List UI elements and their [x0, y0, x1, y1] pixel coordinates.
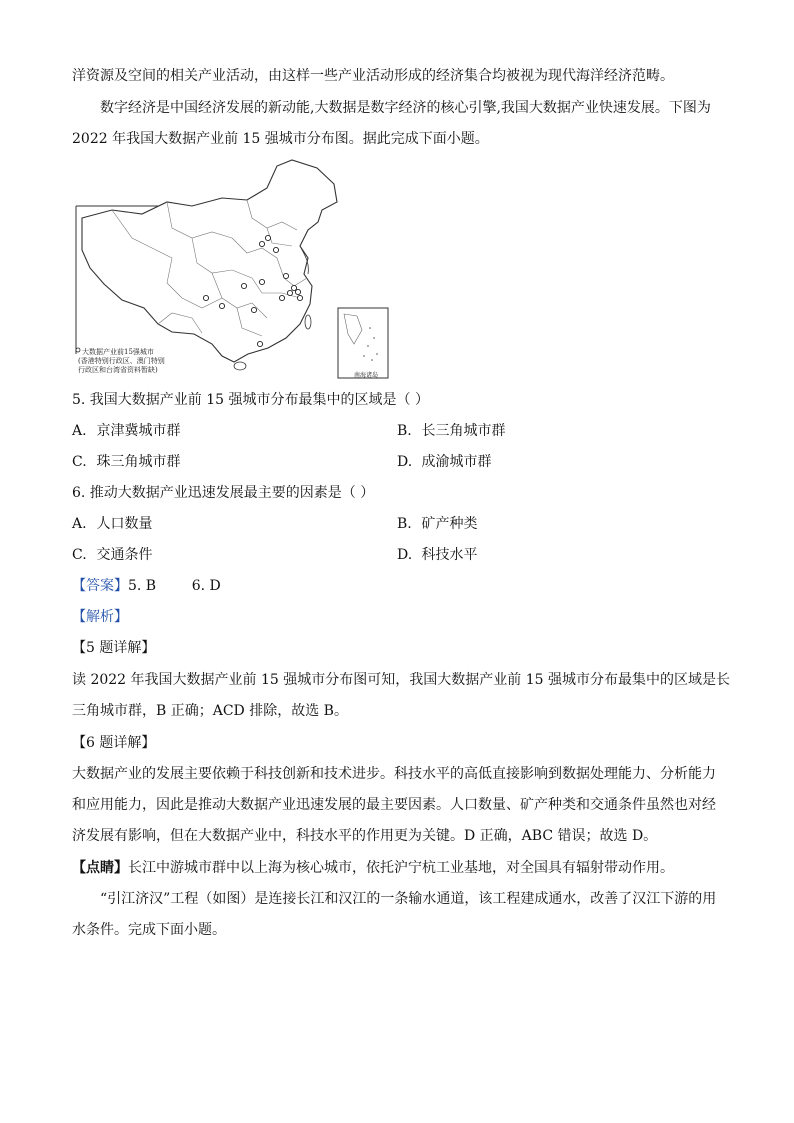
detail5-line-2: 三角城市群，B 正确；ACD 排除，故选 B。 [72, 703, 348, 719]
city-marker [203, 295, 208, 300]
detail6-line-3: 济发展有影响，但在大数据产业中，科技水平的作用更为关键。D 正确，ABC 错误；故选 D。 [72, 828, 658, 844]
tip-line [72, 858, 674, 878]
option-text: 矿产种类 [421, 516, 478, 532]
q5-option-d [397, 452, 491, 472]
legend-line-2: (香港特别行政区、澳门特别 [78, 357, 165, 365]
city-marker [265, 235, 270, 240]
option-text: 交通条件 [96, 547, 153, 563]
intro-line: 洋资源及空间的相关产业活动，由这样一些产业活动形成的经济集合均被视为现代海洋经济范畴。 [72, 68, 674, 84]
legend-marker [76, 348, 80, 352]
option-text: 人口数量 [96, 516, 153, 532]
q6-stem: 6. 推动大数据产业迅速发展最主要的因素是（ ） [72, 485, 375, 501]
q5-stem: 5. 我国大数据产业前 15 强城市分布最集中的区域是（ ） [72, 392, 429, 408]
hainan-island [234, 362, 246, 370]
tip-label: 【点睛】 [72, 860, 128, 876]
passage-line-1: 数字经济是中国经济发展的新动能,大数据是数字经济的核心引擎,我国大数据产业快速发展。下图为 [100, 100, 711, 116]
option-letter: B. [397, 516, 412, 532]
city-marker [279, 295, 284, 300]
city-marker [283, 273, 288, 278]
q6-option-b [397, 514, 477, 534]
city-marker [257, 341, 262, 346]
detail6-line-2: 和应用能力，因此是推动大数据产业迅速发展的最主要因素。人口数量、矿产种类和交通条件虽然也对经 [72, 797, 716, 813]
city-marker [291, 285, 296, 290]
china-map [72, 158, 394, 380]
q6-option-a [72, 514, 152, 534]
option-text: 珠三角城市群 [96, 454, 181, 470]
city-marker [259, 241, 264, 246]
q5-option-b [397, 421, 505, 441]
q6-option-c [72, 545, 152, 565]
option-letter: B. [397, 423, 412, 439]
china-map-figure [72, 158, 394, 380]
option-letter: D. [397, 547, 413, 563]
detail5-heading: 【5 题详解】 [72, 640, 156, 656]
tip-text: 长江中游城市群中以上海为核心城市，依托沪宁杭工业基地，对全国具有辐射带动作用。 [128, 860, 674, 876]
taiwan-island [305, 315, 311, 329]
option-letter: C. [72, 454, 87, 470]
analysis-label: 【解析】 [72, 609, 128, 625]
city-marker [219, 303, 224, 308]
detail5-line-1: 读 2022 年我国大数据产业前 15 强城市分布图可知，我国大数据产业前 15 强城市分布最集中的区域是长 [72, 672, 730, 688]
answer-line [72, 576, 221, 596]
option-letter: D. [397, 454, 413, 470]
next-passage-line-2: 水条件。完成下面小题。 [72, 922, 226, 938]
q5-option-a [72, 421, 180, 441]
legend-line-3: 行政区和台湾省资料暂缺) [78, 366, 158, 374]
option-text: 科技水平 [421, 547, 478, 563]
option-letter: A. [72, 516, 87, 532]
option-letter: C. [72, 547, 87, 563]
city-marker [273, 247, 278, 252]
option-text: 成渝城市群 [421, 454, 492, 470]
answer-value: 5. B 6. D [128, 578, 221, 594]
answer-label: 【答案】 [72, 578, 128, 594]
detail6-heading: 【6 题详解】 [72, 735, 156, 751]
q6-option-d [397, 545, 477, 565]
option-letter: A. [72, 423, 87, 439]
city-marker [297, 295, 302, 300]
q5-option-c [72, 452, 180, 472]
inset-label: 南海诸岛 [354, 372, 379, 379]
china-outline [82, 160, 337, 362]
passage-line-2: 2022 年我国大数据产业前 15 强城市分布图。据此完成下面小题。 [72, 131, 489, 147]
legend-line-1: 大数据产业前15强城市 [82, 348, 154, 356]
city-marker [287, 290, 292, 295]
option-text: 长三角城市群 [421, 423, 506, 439]
option-text: 京津冀城市群 [96, 423, 181, 439]
next-passage-line-1: “引江济汉”工程（如图）是连接长江和汉江的一条输水通道，该工程建成通水，改善了汉江下游的用 [100, 891, 717, 907]
city-marker [295, 289, 300, 294]
city-marker [241, 283, 246, 288]
city-marker [251, 307, 256, 312]
detail6-line-1: 大数据产业的发展主要依赖于科技创新和技术进步。科技水平的高低直接影响到数据处理能力、分析能力 [72, 766, 716, 782]
city-marker [259, 279, 264, 284]
